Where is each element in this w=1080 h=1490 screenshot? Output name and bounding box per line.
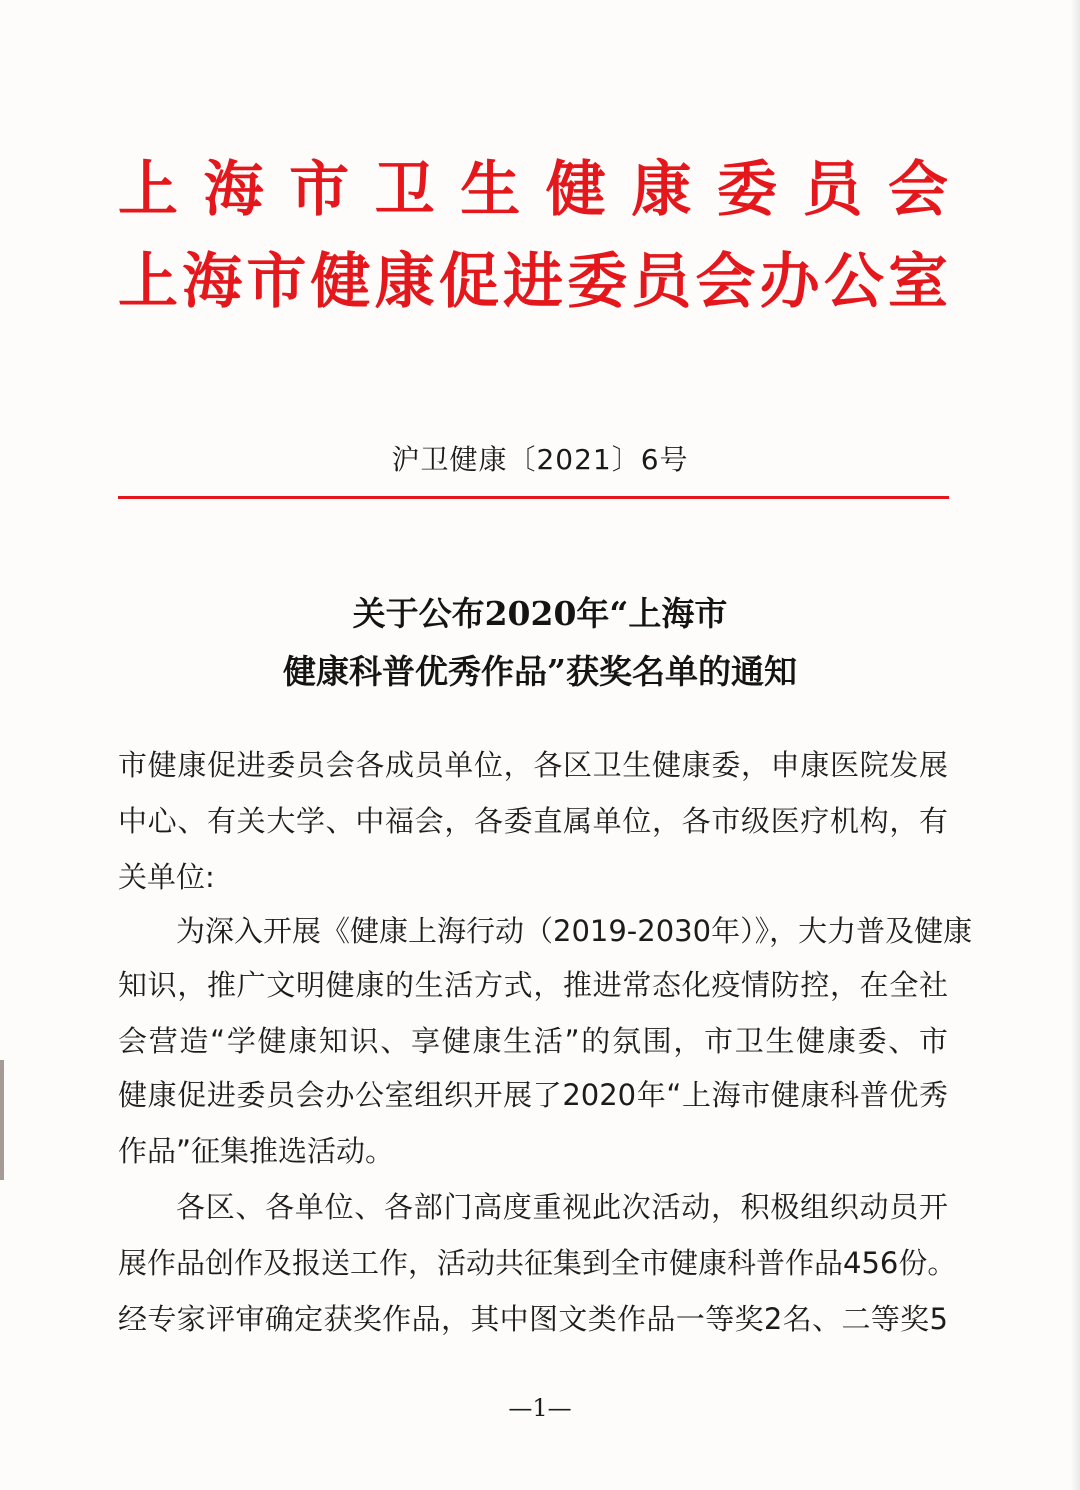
notice-title-line-1: 关于公布2020年“上海市: [352, 594, 728, 633]
red-divider: [118, 496, 949, 499]
masthead-line-2: 上海市健康促进委员会办公室: [118, 247, 948, 317]
paragraph-2-line-1: 各区、各单位、各部门高度重视此次活动，积极组织动员开: [176, 1190, 948, 1224]
addressee-line-3: 关单位:: [118, 860, 215, 894]
paragraph-2-line-3: 经专家评审确定获奖作品，其中图文类作品一等奖2名、二等奖5: [118, 1302, 948, 1336]
document-number: 沪卫健康〔2021〕6号: [391, 443, 689, 476]
page-edge-shadow: [1070, 0, 1080, 1490]
paragraph-1-line-2: 知识，推广文明健康的生活方式，推进常态化疫情防控，在全社: [118, 968, 948, 1002]
paragraph-1-line-5: 作品”征集推选活动。: [118, 1134, 395, 1168]
addressee-line-1: 市健康促进委员会各成员单位，各区卫生健康委，申康医院发展: [118, 748, 948, 782]
binding-mark: [0, 1060, 4, 1180]
page-number: —1—: [508, 1394, 572, 1422]
masthead-line-1: 上海市卫生健康委员会: [118, 155, 948, 225]
paragraph-1-line-1: 为深入开展《健康上海行动（2019-2030年）》，大力普及健康: [176, 914, 973, 948]
paragraph-1-line-4: 健康促进委员会办公室组织开展了2020年“上海市健康科普优秀: [118, 1078, 948, 1112]
paragraph-2-line-2: 展作品创作及报送工作，活动共征集到全市健康科普作品456份。: [118, 1246, 957, 1280]
notice-title-line-2: 健康科普优秀作品”获奖名单的通知: [283, 652, 797, 691]
addressee-line-2: 中心、有关大学、中福会，各委直属单位，各市级医疗机构，有: [118, 804, 948, 838]
paragraph-1-line-3: 会营造“学健康知识、享健康生活”的氛围，市卫生健康委、市: [118, 1024, 948, 1058]
